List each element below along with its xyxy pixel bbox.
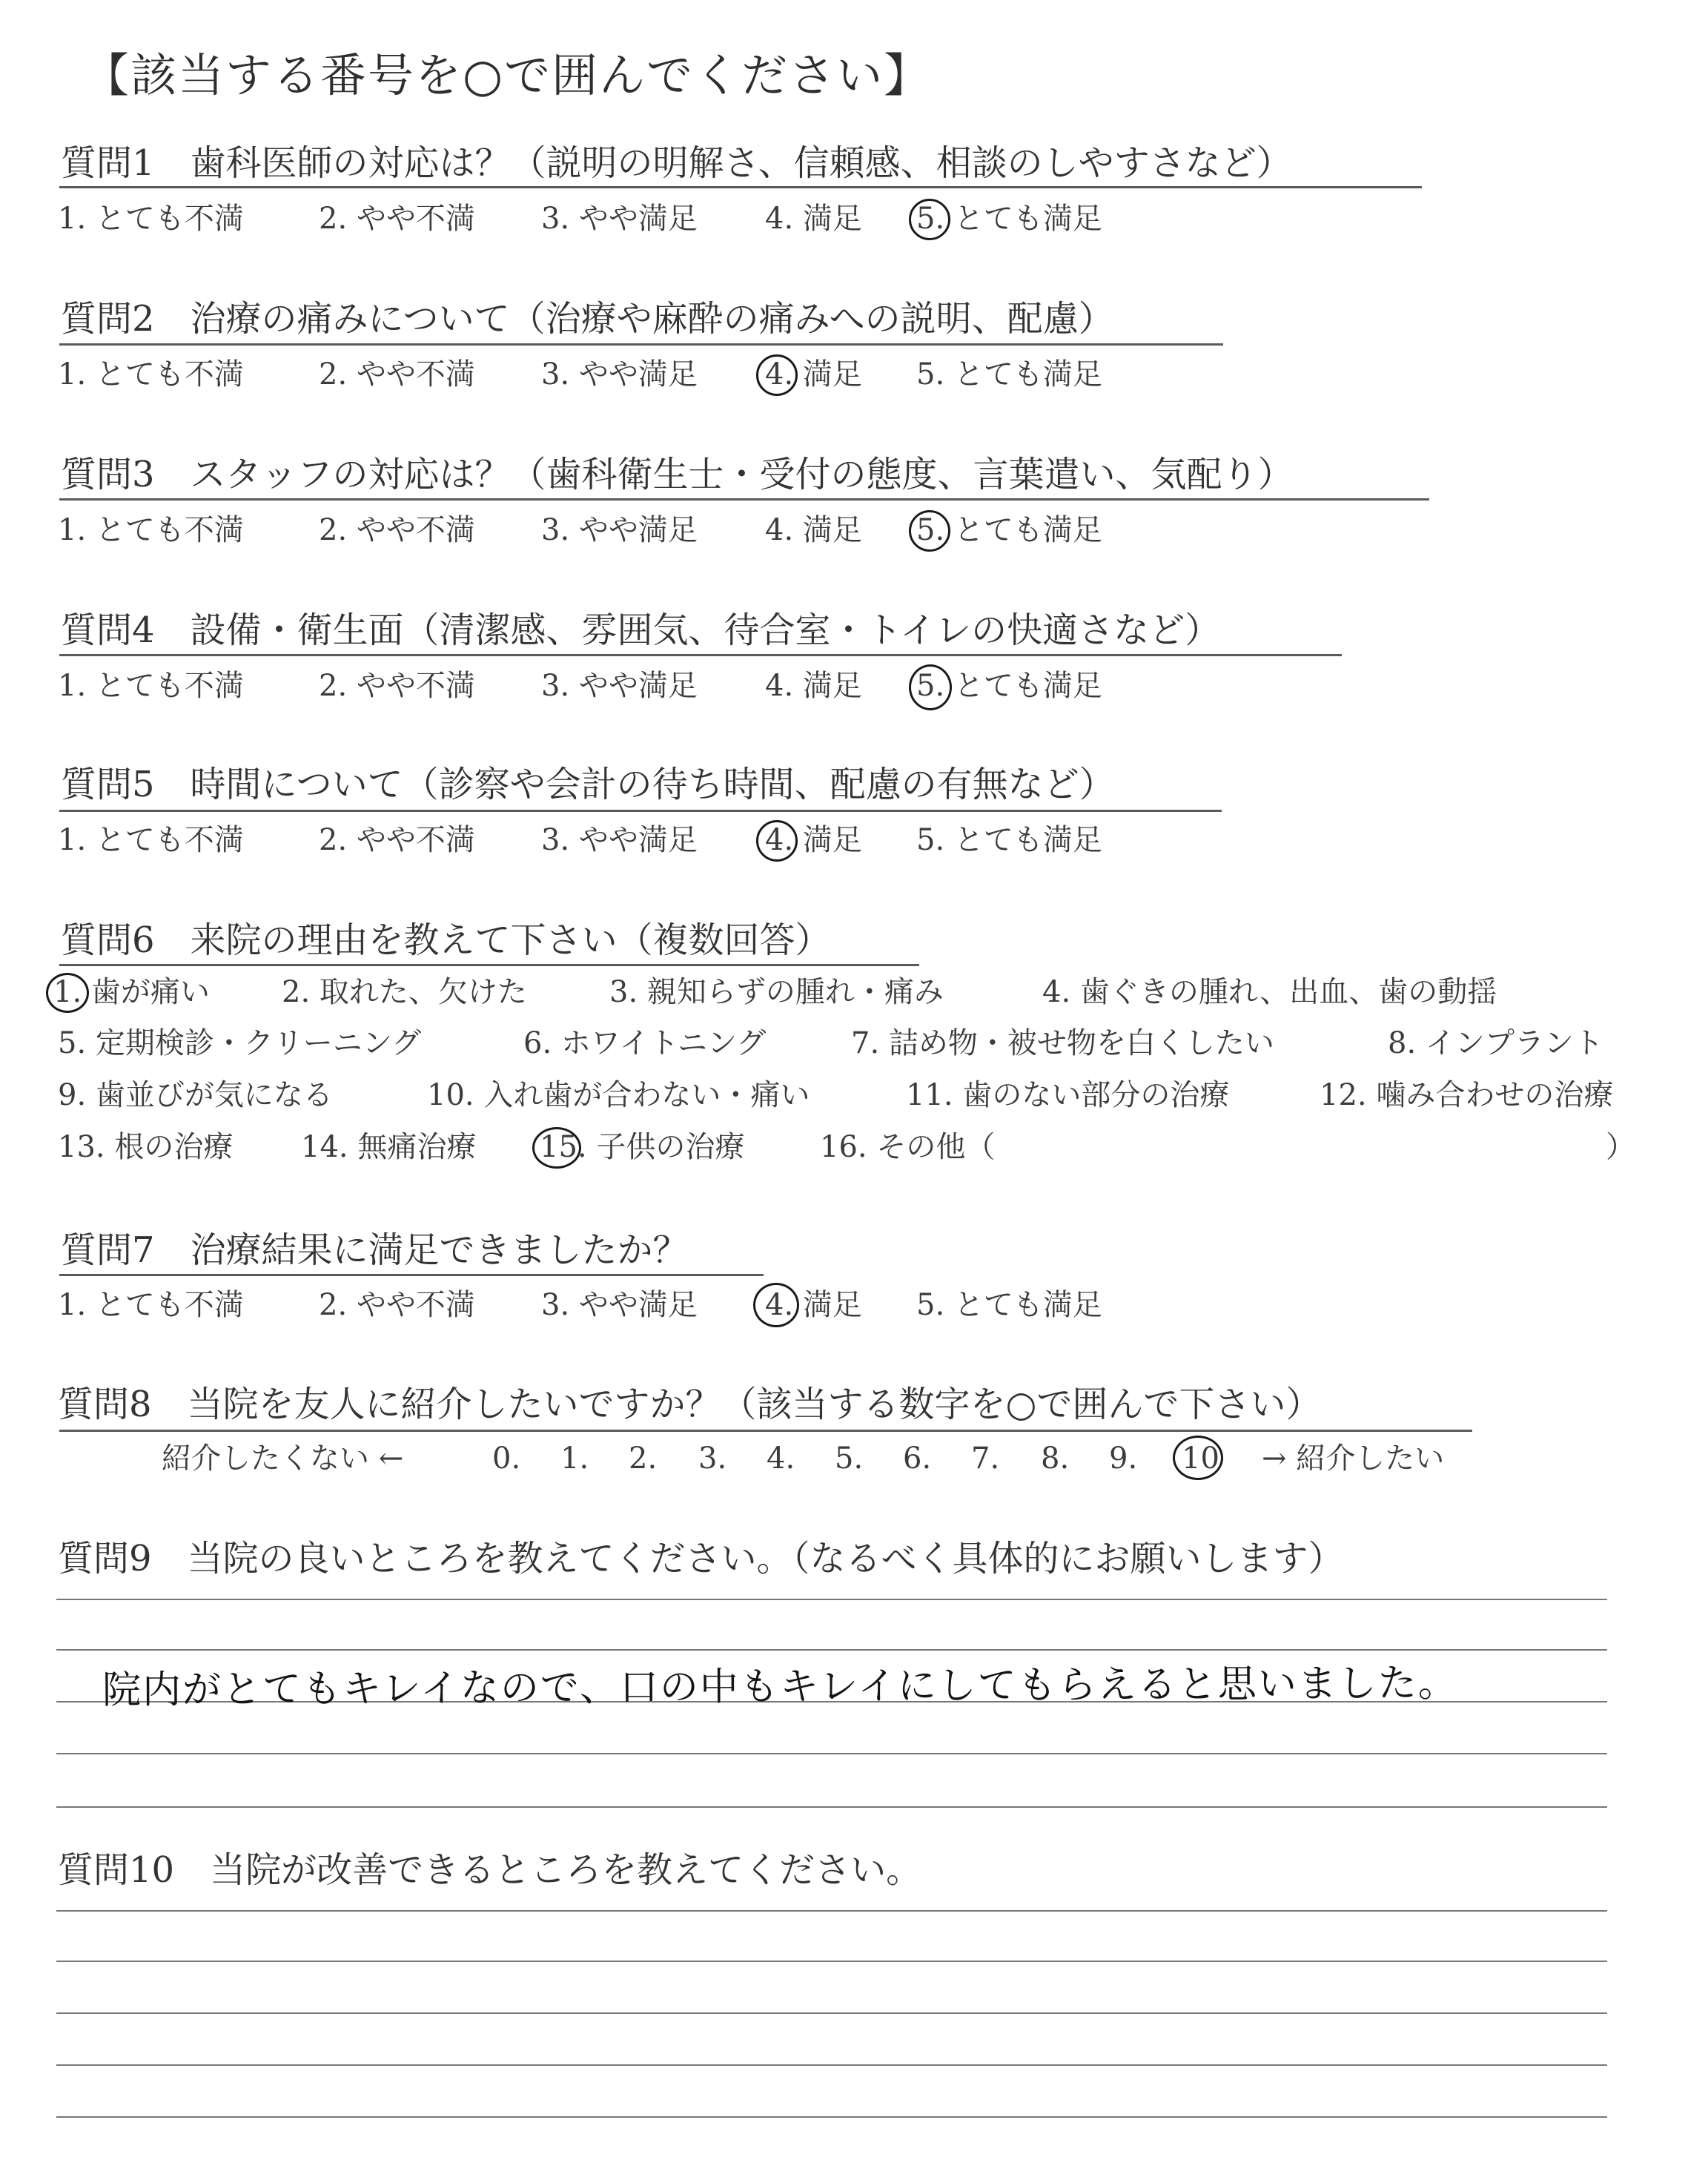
reason-option-13[interactable]: 13. 根の治療	[58, 1130, 234, 1164]
scale-6[interactable]: 6.	[903, 1441, 932, 1476]
option-2[interactable]: 2. やや不満	[319, 669, 475, 703]
scale-3[interactable]: 3.	[698, 1441, 727, 1476]
option-5[interactable]: 5. とても満足	[916, 513, 1102, 547]
question-9-title: 質問9 当院の良いところを教えてください。（なるべく具体的にお願いします）	[58, 1538, 1344, 1579]
scale-left-label: 紹介したくない ←	[162, 1441, 404, 1476]
option-4[interactable]: 4. 満足	[765, 513, 862, 547]
reason-option-4[interactable]: 4. 歯ぐきの腫れ、出血、歯の動揺	[1042, 975, 1497, 1009]
reason-option-6[interactable]: 6. ホワイトニング	[523, 1026, 767, 1060]
answer-rule	[56, 1649, 1607, 1651]
option-4[interactable]: 4. 満足	[765, 669, 862, 703]
question-7-underline	[59, 1274, 764, 1276]
option-3[interactable]: 3. やや満足	[541, 357, 698, 392]
reason-option-12[interactable]: 12. 噛み合わせの治療	[1320, 1078, 1614, 1112]
reason-option-5[interactable]: 5. 定期検診・クリーニング	[58, 1026, 422, 1060]
scale-2[interactable]: 2.	[629, 1441, 658, 1476]
reason-option-9[interactable]: 9. 歯並びが気になる	[58, 1078, 333, 1112]
option-5[interactable]: 5. とても満足	[916, 1288, 1102, 1322]
answer-circle	[756, 820, 798, 862]
option-5[interactable]: 5. とても満足	[916, 357, 1102, 392]
option-3[interactable]: 3. やや満足	[541, 823, 698, 857]
question-6-title: 質問6 来院の理由を教えて下さい（複数回答）	[61, 919, 831, 961]
option-5[interactable]: 5. とても満足	[916, 823, 1102, 857]
question-10-title: 質問10 当院が改善できるところを教えてください。	[58, 1849, 922, 1891]
answer-rule	[56, 1806, 1607, 1808]
question-5-title: 質問5 時間について（診察や会計の待ち時間、配慮の有無など）	[61, 764, 1115, 805]
option-4[interactable]: 4. 満足	[765, 823, 862, 857]
option-2[interactable]: 2. やや不満	[319, 357, 475, 392]
option-1[interactable]: 1. とても不満	[58, 357, 244, 392]
option-5[interactable]: 5. とても満足	[916, 669, 1102, 703]
option-1[interactable]: 1. とても不満	[58, 202, 244, 236]
question-1-underline	[59, 186, 1422, 188]
reason-option-1[interactable]: 1. 歯が痛い	[53, 975, 210, 1009]
answer-rule	[56, 1599, 1607, 1600]
scale-7[interactable]: 7.	[971, 1441, 1000, 1476]
answer-circle	[909, 664, 952, 710]
answer-rule	[56, 1961, 1607, 1962]
scale-8[interactable]: 8.	[1041, 1441, 1070, 1476]
question-8-title: 質問8 当院を友人に紹介したいですか？（該当する数字を○で囲んで下さい）	[58, 1384, 1322, 1425]
answer-rule	[56, 1753, 1607, 1754]
reason-option-14[interactable]: 14. 無痛治療	[301, 1130, 477, 1164]
question-3-underline	[59, 498, 1429, 501]
option-1[interactable]: 1. とても不満	[58, 1288, 244, 1322]
answer-circle	[532, 1127, 581, 1169]
reason-option-10[interactable]: 10. 入れ歯が合わない・痛い	[427, 1078, 810, 1112]
answer-circle	[753, 1283, 799, 1327]
answer-rule	[56, 1910, 1607, 1912]
question-7-title: 質問7 治療結果に満足できましたか？	[61, 1229, 689, 1271]
answer-rule	[56, 2116, 1607, 2118]
option-2[interactable]: 2. やや不満	[319, 823, 475, 857]
answer-circle	[46, 973, 89, 1013]
scale-1[interactable]: 1.	[560, 1441, 589, 1476]
question-4-underline	[59, 654, 1342, 656]
option-4[interactable]: 4. 満足	[765, 202, 862, 236]
option-3[interactable]: 3. やや満足	[541, 513, 698, 547]
handwritten-answer: 院内がとてもキレイなので、口の中もキレイにしてもらえると思いました。	[102, 1661, 1458, 1713]
scale-0[interactable]: 0.	[492, 1441, 521, 1476]
question-2-underline	[59, 343, 1223, 346]
option-2[interactable]: 2. やや不満	[319, 202, 475, 236]
scale-10[interactable]: 10	[1182, 1441, 1219, 1476]
reason-option-2[interactable]: 2. 取れた、欠けた	[282, 975, 527, 1009]
option-1[interactable]: 1. とても不満	[58, 669, 244, 703]
option-3[interactable]: 3. やや満足	[541, 202, 698, 236]
reason-option-15[interactable]: 15. 子供の治療	[540, 1130, 745, 1164]
scale-right-label: → 紹介したい	[1262, 1441, 1445, 1476]
option-2[interactable]: 2. やや不満	[319, 1288, 475, 1322]
reason-option-11[interactable]: 11. 歯のない部分の治療	[906, 1078, 1230, 1112]
question-6-underline	[59, 964, 919, 966]
question-1-title: 質問1 歯科医師の対応は？（説明の明解さ、信頼感、相談のしやすさなど）	[61, 142, 1292, 184]
question-2-title: 質問2 治療の痛みについて（治療や麻酔の痛みへの説明、配慮）	[61, 298, 1114, 340]
option-4[interactable]: 4. 満足	[765, 1288, 862, 1322]
option-2[interactable]: 2. やや不満	[319, 513, 475, 547]
option-3[interactable]: 3. やや満足	[541, 669, 698, 703]
question-8-underline	[59, 1430, 1472, 1432]
answer-circle	[756, 354, 798, 396]
scale-4[interactable]: 4.	[767, 1441, 795, 1476]
option-3[interactable]: 3. やや満足	[541, 1288, 698, 1322]
page-title: 【該当する番号を○で囲んでください】	[83, 48, 932, 102]
reason-option-7[interactable]: 7. 詰め物・被せ物を白くしたい	[851, 1026, 1274, 1060]
option-1[interactable]: 1. とても不満	[58, 513, 244, 547]
reason-option-3[interactable]: 3. 親知らずの腫れ・痛み	[609, 975, 944, 1009]
option-4[interactable]: 4. 満足	[765, 357, 862, 392]
reason-option-16[interactable]: 16. その他（	[820, 1130, 996, 1164]
other-close-paren: ）	[1606, 1130, 1635, 1164]
option-1[interactable]: 1. とても不満	[58, 823, 244, 857]
option-5[interactable]: 5. とても満足	[916, 202, 1102, 236]
scale-9[interactable]: 9.	[1109, 1441, 1138, 1476]
reason-option-8[interactable]: 8. インプラント	[1388, 1026, 1603, 1060]
answer-rule	[56, 2064, 1607, 2066]
answer-circle	[1173, 1436, 1223, 1480]
answer-rule	[56, 2012, 1607, 2014]
answer-circle	[909, 510, 950, 552]
question-3-title: 質問3 スタッフの対応は？（歯科衛生士・受付の態度、言葉遣い、気配り）	[61, 454, 1294, 495]
question-5-underline	[59, 810, 1222, 812]
scale-5[interactable]: 5.	[835, 1441, 864, 1476]
question-4-title: 質問4 設備・衛生面（清潔感、雰囲気、待合室・トイレの快適さなど）	[61, 610, 1221, 651]
answer-circle	[909, 199, 950, 240]
